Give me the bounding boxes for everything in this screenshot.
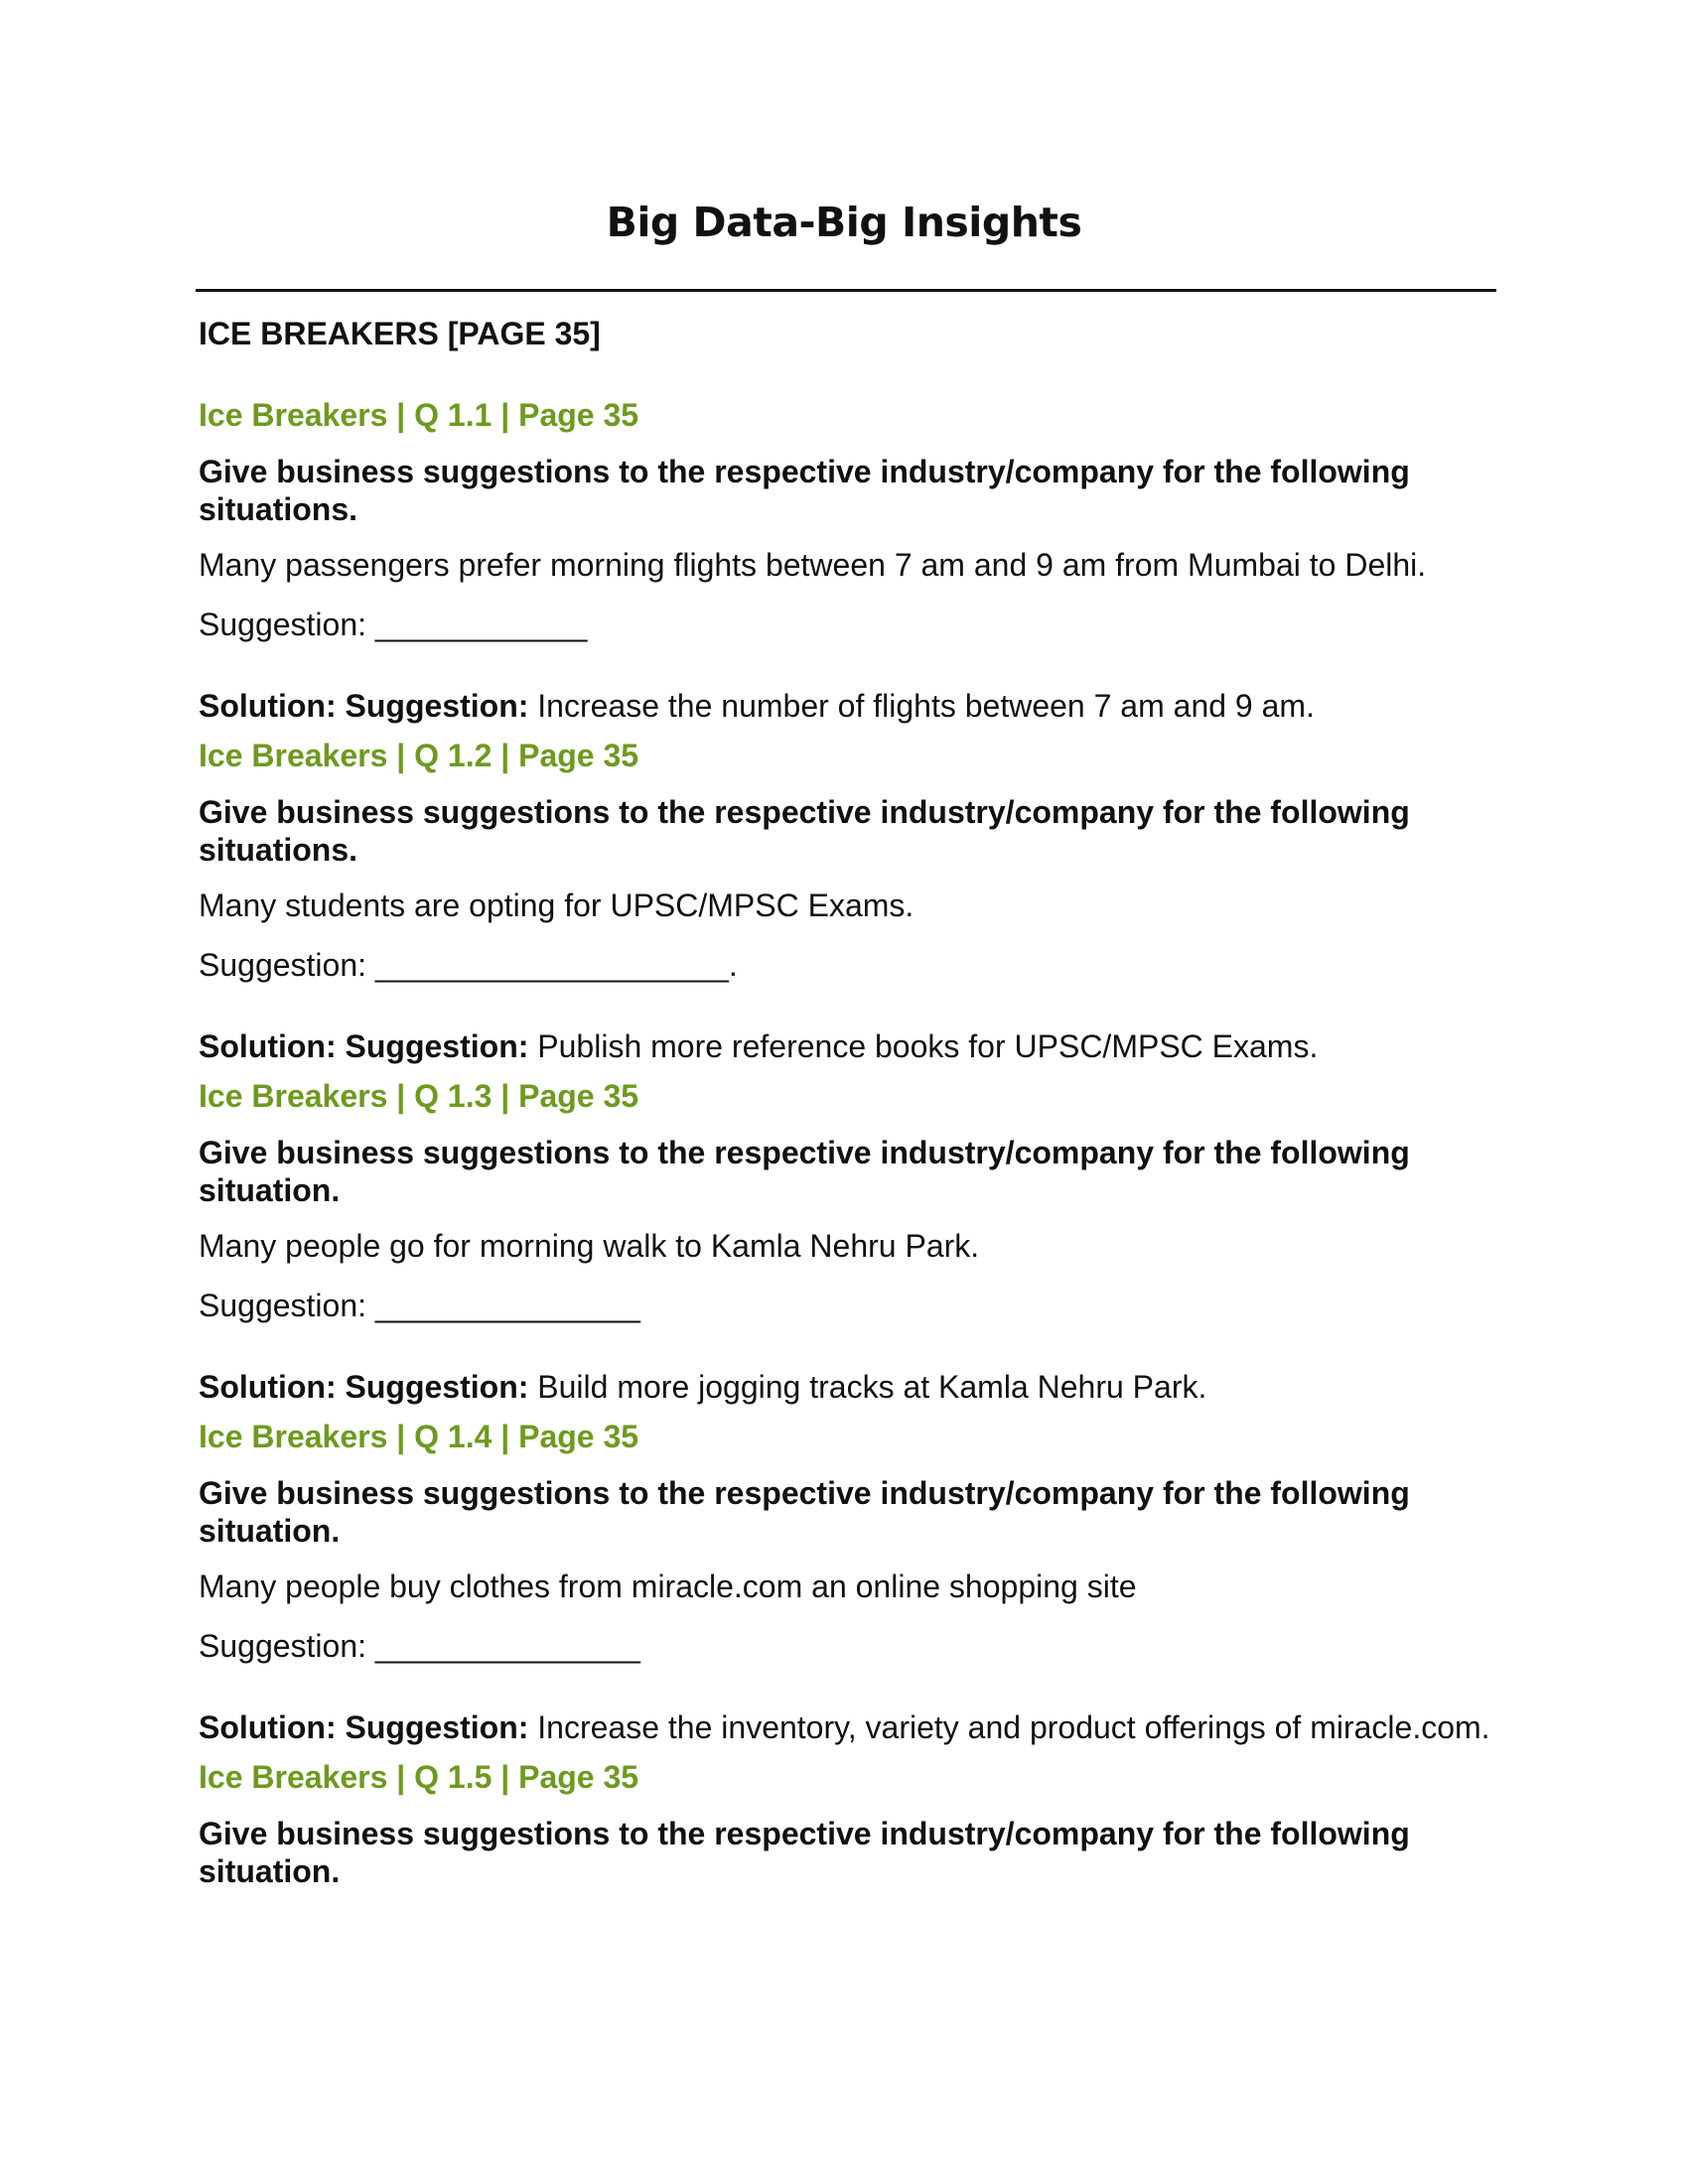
suggestion-prompt: Suggestion: _______________ (199, 1288, 640, 1323)
question-block (199, 1757, 1499, 1890)
solution-label: Solution: Suggestion: (199, 688, 529, 724)
solution (199, 1701, 1499, 1755)
question-situation: Many people buy clothes from miracle.com an online shopping site (199, 1569, 1137, 1604)
question-heading: Ice Breakers | Q 1.1 | Page 35 (199, 397, 639, 433)
page-title: Big Data-Big Insights (606, 199, 1082, 246)
solution (199, 1360, 1499, 1415)
solution-label: Solution: Suggestion: (199, 1369, 529, 1405)
question-heading: Ice Breakers | Q 1.3 | Page 35 (199, 1078, 639, 1114)
solution-text: Increase the inventory, variety and product offerings of miracle.com. (528, 1709, 1490, 1745)
solution (199, 1020, 1499, 1074)
question-instruction: Give business suggestions to the respective industry/company for the following situation. (199, 1135, 1410, 1208)
suggestion-prompt: Suggestion: ____________ (199, 607, 588, 642)
question-block (199, 736, 1499, 1074)
question-instruction: Give business suggestions to the respective industry/company for the following situation. (199, 1816, 1410, 1889)
question-situation: Many people go for morning walk to Kamla Nehru Park. (199, 1228, 980, 1264)
solution-text: Increase the number of flights between 7 am and 9 am. (528, 688, 1315, 724)
question-instruction: Give business suggestions to the respective industry/company for the following situations. (199, 454, 1410, 527)
question-block (199, 1417, 1499, 1755)
question-heading: Ice Breakers | Q 1.5 | Page 35 (199, 1759, 639, 1795)
title-divider (196, 289, 1496, 292)
question-situation: Many passengers prefer morning flights between 7 am and 9 am from Mumbai to Delhi. (199, 547, 1427, 583)
section-heading: ICE BREAKERS [PAGE 35] (199, 316, 601, 351)
solution-label: Solution: Suggestion: (199, 1028, 529, 1064)
solution (199, 679, 1499, 734)
solution-label: Solution: Suggestion: (199, 1709, 529, 1745)
question-instruction: Give business suggestions to the respective industry/company for the following situation. (199, 1475, 1410, 1549)
question-block (199, 1076, 1499, 1415)
suggestion-prompt: Suggestion: _______________ (199, 1628, 640, 1664)
question-instruction: Give business suggestions to the respective industry/company for the following situations. (199, 794, 1410, 868)
document-body (199, 314, 1499, 1907)
suggestion-prompt: Suggestion: ____________________. (199, 947, 738, 983)
question-block (199, 395, 1499, 734)
question-heading: Ice Breakers | Q 1.4 | Page 35 (199, 1419, 639, 1454)
question-heading: Ice Breakers | Q 1.2 | Page 35 (199, 738, 639, 773)
solution-text: Build more jogging tracks at Kamla Nehru Park. (528, 1369, 1207, 1405)
solution-text: Publish more reference books for UPSC/MPSC Exams. (528, 1028, 1319, 1064)
question-situation: Many students are opting for UPSC/MPSC Exams. (199, 887, 914, 923)
